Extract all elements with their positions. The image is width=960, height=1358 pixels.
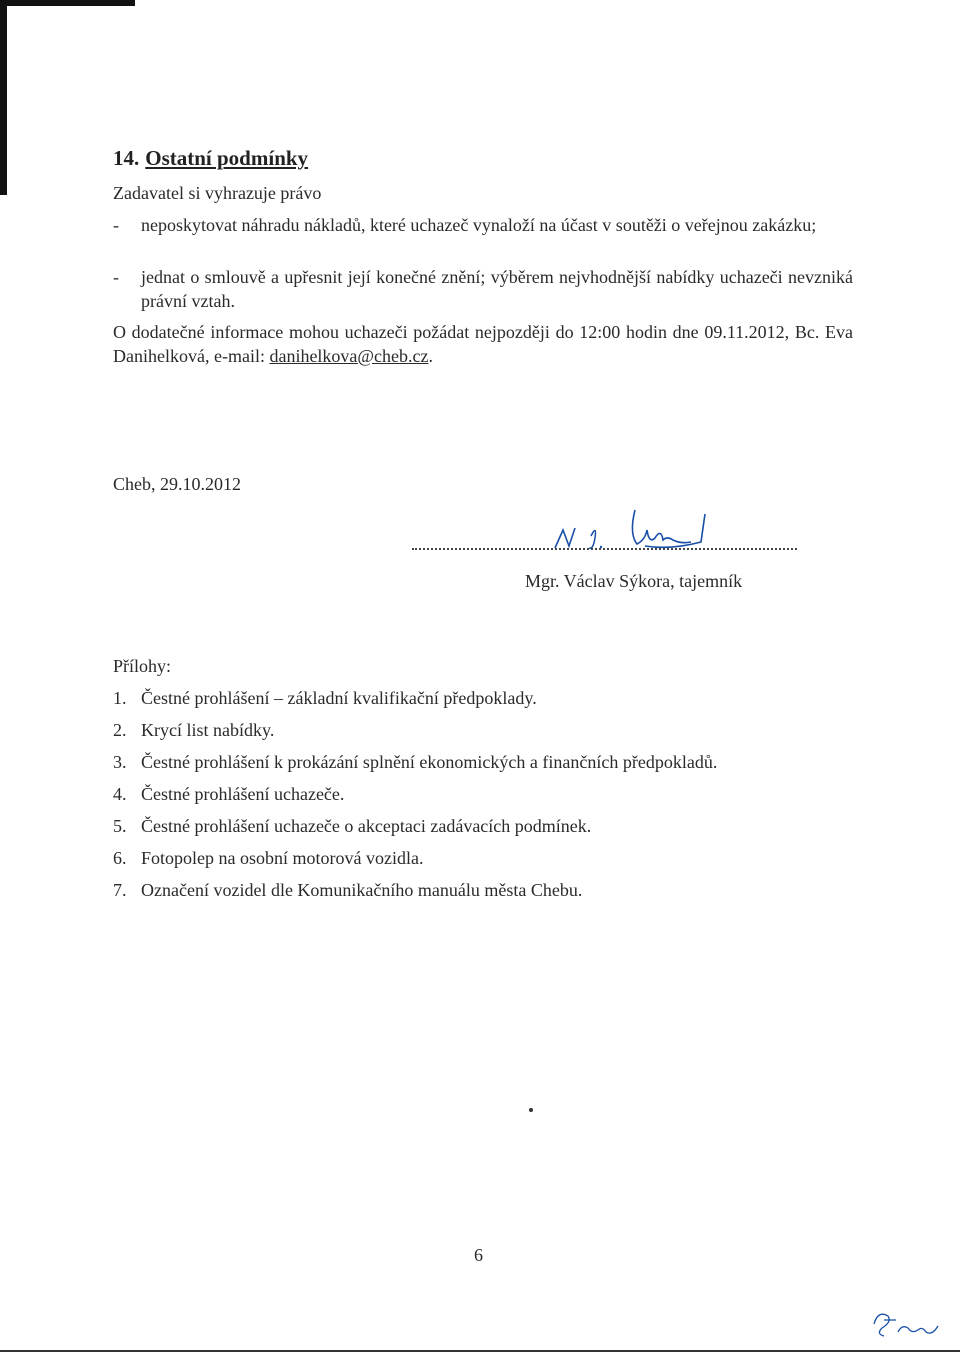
attachment-text: Krycí list nabídky. bbox=[141, 720, 275, 740]
attachment-number: 6. bbox=[113, 848, 127, 868]
attachment-item bbox=[113, 686, 537, 710]
list-dash: - bbox=[113, 215, 119, 235]
attachment-number: 7. bbox=[113, 880, 127, 900]
section-heading bbox=[113, 146, 308, 171]
attachment-text: Fotopolep na osobní motorová vozidla. bbox=[141, 848, 424, 868]
place-date: Cheb, 29.10.2012 bbox=[113, 474, 241, 494]
info-paragraph bbox=[113, 320, 853, 368]
signature-line bbox=[412, 548, 797, 550]
signatory-name: Mgr. Václav Sýkora, tajemník bbox=[525, 571, 743, 591]
attachment-text: Čestné prohlášení uchazeče o akceptaci zadávacích podmínek. bbox=[141, 816, 592, 836]
info-text-end: . bbox=[428, 346, 433, 366]
signature-image bbox=[495, 500, 735, 560]
attachment-item bbox=[113, 878, 582, 902]
attachment-item bbox=[113, 782, 344, 806]
attachment-number: 2. bbox=[113, 720, 127, 740]
attachments-heading: Přílohy: bbox=[113, 656, 172, 676]
attachment-text: Čestné prohlášení – základní kvalifikační předpoklady. bbox=[141, 688, 537, 708]
attachment-text: Označení vozidel dle Komunikačního manuálu města Chebu. bbox=[141, 880, 583, 900]
attachment-item bbox=[113, 846, 423, 870]
attachment-number: 1. bbox=[113, 688, 127, 708]
attachment-item bbox=[113, 750, 717, 774]
attachment-number: 3. bbox=[113, 752, 127, 772]
email-link[interactable]: danihelkova@cheb.cz bbox=[269, 346, 429, 366]
section-number: 14. bbox=[113, 146, 140, 170]
scan-edge-bottom bbox=[0, 1350, 960, 1352]
initials-image bbox=[868, 1302, 948, 1342]
attachment-text: Čestné prohlášení uchazeče. bbox=[141, 784, 345, 804]
attachment-item bbox=[113, 814, 591, 838]
page-number: 6 bbox=[474, 1245, 483, 1265]
section-title: Ostatní podmínky bbox=[145, 146, 309, 170]
stray-dot bbox=[529, 1108, 533, 1112]
scan-edge-top bbox=[0, 0, 135, 6]
attachment-text: Čestné prohlášení k prokázání splnění ekonomických a finančních předpokladů. bbox=[141, 752, 718, 772]
list-item-text: neposkytovat náhradu nákladů, které uchazeč vynaloží na účast v soutěži o veřejnou zakázku; bbox=[141, 215, 817, 235]
list-item-text: jednat o smlouvě a upřesnit její konečné znění; výběrem nejvhodnější nabídky uchazeči nevzniká právní vztah. bbox=[141, 267, 853, 311]
list-dash: - bbox=[113, 267, 119, 287]
attachment-item bbox=[113, 718, 274, 742]
intro-text: Zadavatel si vyhrazuje právo bbox=[113, 183, 322, 203]
info-text: O dodatečné informace mohou uchazeči požádat nejpozději do 12:00 hodin dne 09.11.2012, Bc. Eva Danihelková, e-mail: bbox=[113, 322, 853, 366]
scan-edge-left bbox=[0, 0, 7, 195]
attachment-number: 5. bbox=[113, 816, 127, 836]
attachment-number: 4. bbox=[113, 784, 127, 804]
